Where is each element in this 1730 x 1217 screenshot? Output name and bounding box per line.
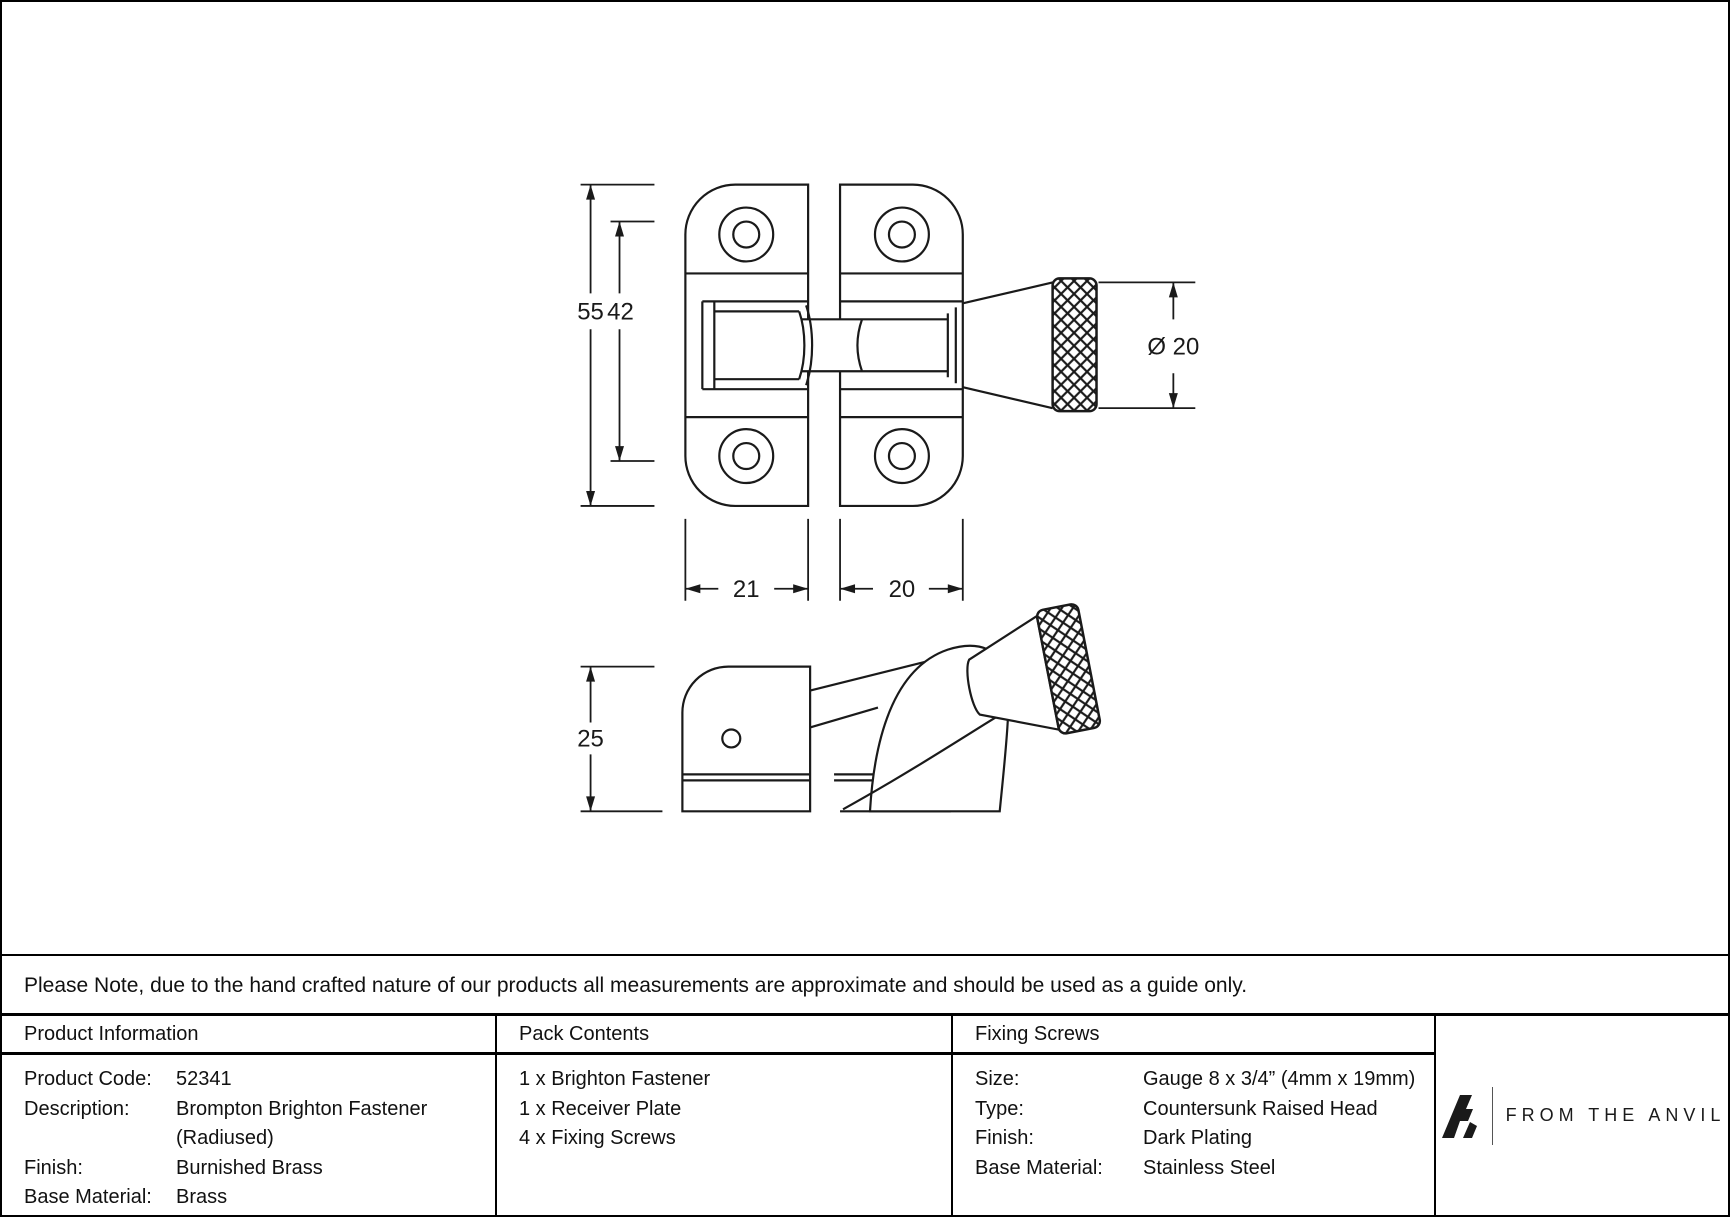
screw-hole — [875, 208, 929, 262]
spec-value: Brompton Brighton Fastener — [176, 1097, 428, 1120]
spec-value: Brass — [176, 1186, 228, 1208]
spec-label: Base Material: — [24, 1186, 152, 1208]
fixing-screws-header: Fixing Screws — [953, 1016, 1434, 1055]
measurement-note — [2, 958, 1728, 1013]
spec-label: Product Code: — [24, 1068, 152, 1090]
dim-receiver-width: 21 — [732, 575, 760, 603]
spec-label: Finish: — [975, 1127, 1034, 1149]
screw-hole — [889, 443, 915, 469]
brand-cell — [1436, 1016, 1728, 1215]
knob-collar — [948, 307, 956, 383]
pack-item: 1 x Brighton Fastener — [519, 1068, 711, 1090]
product-information-body — [2, 1055, 495, 1215]
spec-table — [2, 1013, 1728, 1215]
product-information-cell — [2, 1016, 497, 1215]
screw-hole — [719, 208, 773, 262]
technical-drawing — [2, 2, 1728, 956]
anvil-logo-icon — [1439, 1094, 1479, 1138]
pack-contents-body — [497, 1055, 951, 1215]
spec-value: (Radiused) — [176, 1127, 274, 1149]
dim-overall-height: 55 — [577, 298, 604, 326]
spec-value: Dark Plating — [1143, 1127, 1252, 1149]
screw-hole — [733, 222, 759, 248]
spec-label: Description: — [24, 1097, 130, 1120]
spec-label: Base Material: — [975, 1156, 1103, 1179]
brand-divider — [1492, 1087, 1493, 1145]
plan-view — [685, 185, 1096, 506]
screw-hole — [875, 429, 929, 483]
screw-hole — [733, 443, 759, 469]
fixing-screws-cell — [953, 1016, 1436, 1215]
spec-label: Size: — [975, 1068, 1020, 1090]
dim-inner-height: 42 — [607, 298, 634, 326]
spec-value: Burnished Brass — [176, 1156, 323, 1179]
side-view — [682, 603, 1101, 811]
fastener-drawing-svg — [2, 2, 1728, 954]
side-mount-plate — [682, 667, 810, 812]
fixing-screws-body — [953, 1055, 1434, 1215]
spec-value: Countersunk Raised Head — [1143, 1097, 1378, 1120]
pack-contents-cell — [497, 1016, 953, 1215]
dim-side-height: 25 — [577, 725, 604, 753]
spec-label — [24, 1124, 176, 1154]
knob-cone — [963, 282, 1053, 408]
receiver-plate-outline — [685, 185, 808, 506]
screw-hole — [889, 222, 915, 248]
pack-item: 4 x Fixing Screws — [519, 1127, 676, 1149]
dim-knob-diameter: Ø 20 — [1147, 333, 1200, 361]
receiver-slot — [702, 301, 808, 389]
dim-fastener-width: 20 — [888, 575, 916, 603]
note-text: Please Note, due to the hand crafted nature of our products all measurements are approximate and should be used as a guide only. — [24, 973, 1248, 997]
pack-contents-header: Pack Contents — [497, 1016, 951, 1055]
spec-value: Stainless Steel — [1143, 1156, 1276, 1179]
spec-value: Gauge 8 x 3/4” (4mm x 19mm) — [1143, 1068, 1416, 1090]
knurled-knob — [1053, 278, 1097, 411]
spec-label: Type: — [975, 1097, 1024, 1120]
spec-value: 52341 — [176, 1068, 232, 1090]
brand-logo — [1439, 1087, 1726, 1145]
spec-label: Finish: — [24, 1156, 83, 1179]
brand-name: FROM THE ANVIL — [1505, 1105, 1726, 1125]
product-information-header: Product Information — [2, 1016, 495, 1055]
pack-item: 1 x Receiver Plate — [519, 1097, 682, 1120]
screw-hole — [719, 429, 773, 483]
